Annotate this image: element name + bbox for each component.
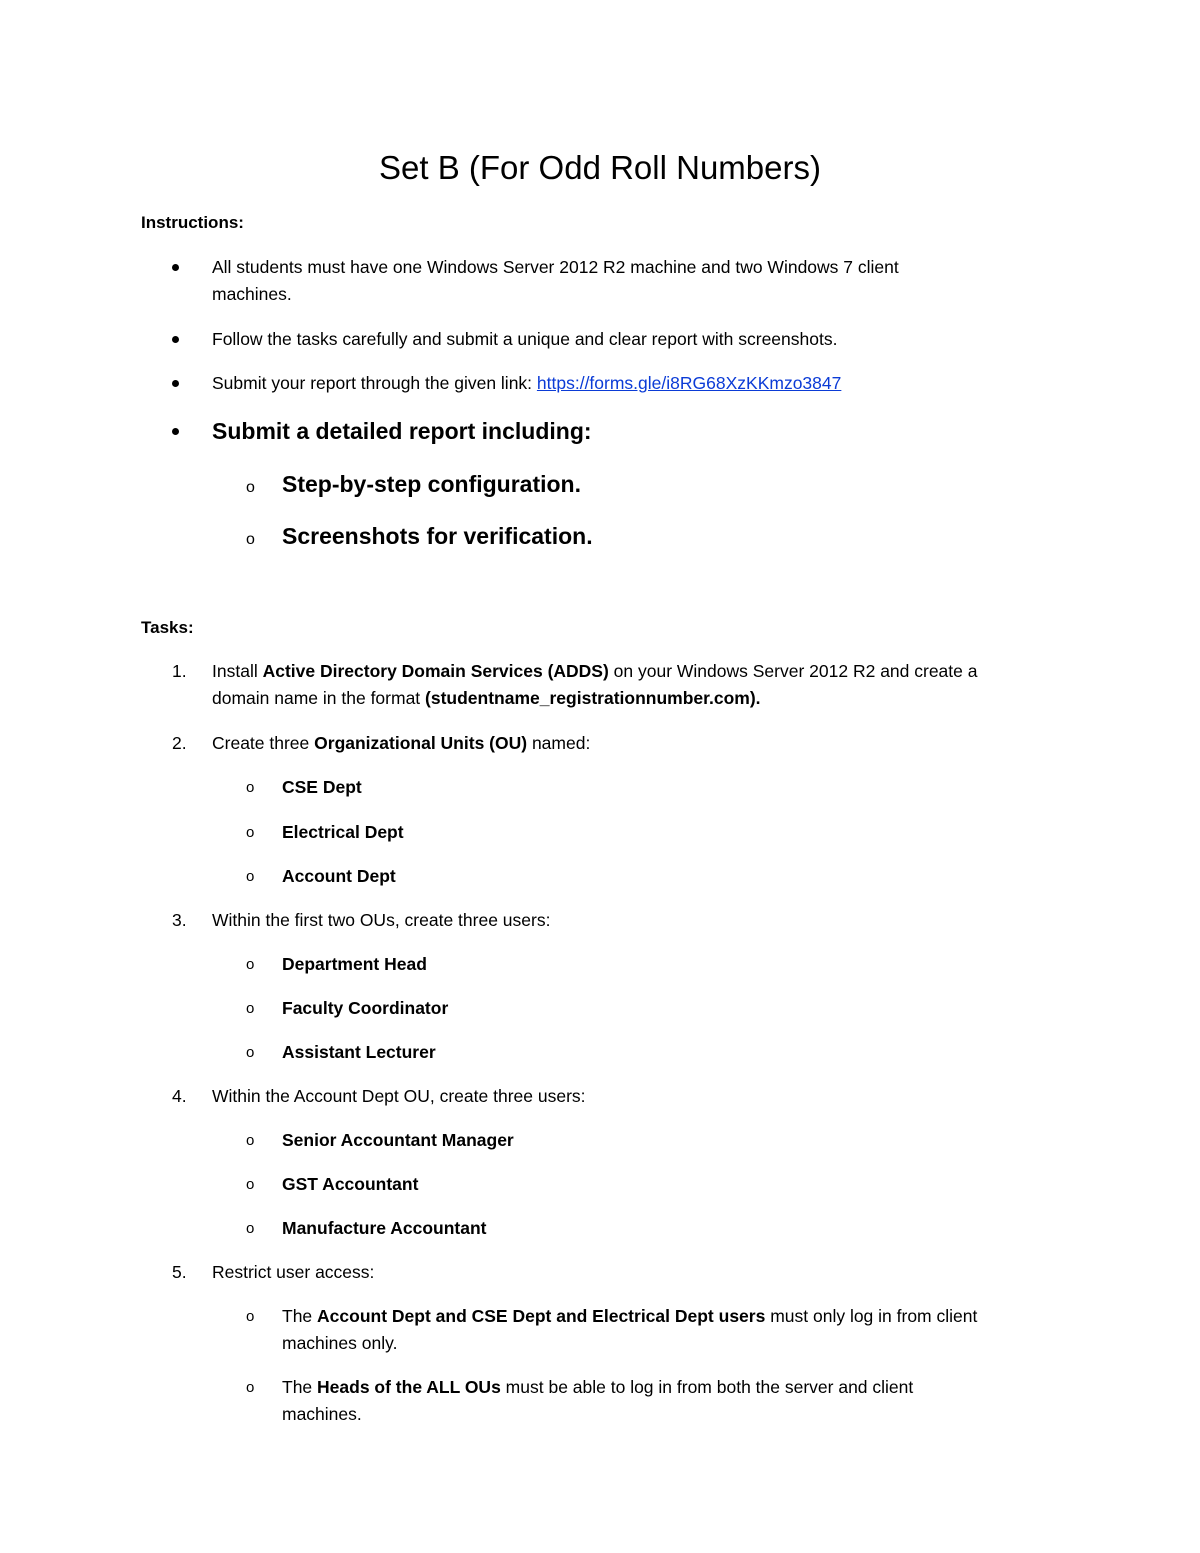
task-text: machines.: [282, 1404, 362, 1424]
user-name: Assistant Lecturer: [282, 1042, 436, 1062]
task-bold-text: Account Dept and CSE Dept and Electrical Dept users: [317, 1306, 766, 1326]
task-text: Within the Account Dept OU, create three users:: [212, 1086, 586, 1106]
task-text: machines only.: [282, 1333, 398, 1353]
ou-name: Account Dept: [282, 866, 396, 886]
task-bold-text: Heads of the ALL OUs: [317, 1377, 501, 1397]
circle-bullet-icon: o: [246, 1176, 255, 1193]
circle-bullet-icon: o: [246, 956, 255, 973]
task-text: domain name in the format: [212, 688, 426, 708]
tasks-heading: Tasks:: [141, 618, 194, 637]
circle-bullet-icon: o: [246, 531, 255, 548]
ou-name: Electrical Dept: [282, 822, 404, 842]
instruction-text: Follow the tasks carefully and submit a unique and clear report with screenshots.: [212, 329, 838, 349]
report-item: Screenshots for verification.: [282, 523, 593, 549]
task-number: 1.: [172, 661, 187, 681]
user-name: Faculty Coordinator: [282, 998, 449, 1018]
task-text: Create three: [212, 733, 315, 753]
user-name: Senior Accountant Manager: [282, 1130, 514, 1150]
ou-name: CSE Dept: [282, 777, 362, 797]
circle-bullet-icon: o: [246, 1132, 255, 1149]
task-number: 4.: [172, 1086, 187, 1106]
circle-bullet-icon: o: [246, 1379, 255, 1396]
instruction-text: All students must have one Windows Server 2012 R2 machine and two Windows 7 client: [212, 257, 899, 277]
task-number: 2.: [172, 733, 187, 753]
circle-bullet-icon: o: [246, 479, 255, 496]
task-text: on your Windows Server 2012 R2 and create a: [608, 661, 978, 681]
task-text: The: [282, 1377, 318, 1397]
circle-bullet-icon: o: [246, 1044, 255, 1061]
task-bold-text: Organizational Units (OU): [314, 733, 528, 753]
task-bold-text: Active Directory Domain Services (ADDS): [262, 661, 609, 681]
circle-bullet-icon: o: [246, 868, 255, 885]
task-text: Install: [212, 661, 263, 681]
user-name: GST Accountant: [282, 1174, 419, 1194]
task-text: must only log in from client: [765, 1306, 978, 1326]
user-name: Manufacture Accountant: [282, 1218, 487, 1238]
user-name: Department Head: [282, 954, 427, 974]
task-text: must be able to log in from both the server and client: [500, 1377, 914, 1397]
circle-bullet-icon: o: [246, 1220, 255, 1237]
task-text: named:: [527, 733, 591, 753]
task-text: Within the first two OUs, create three users:: [212, 910, 551, 930]
submission-link[interactable]: https://forms.gle/i8RG68XzKKmzo3847: [536, 373, 842, 393]
report-item: Step-by-step configuration.: [282, 471, 581, 497]
task-bold-text: (studentname_registrationnumber.com).: [425, 688, 761, 708]
task-text: The: [282, 1306, 318, 1326]
task-text: Restrict user access:: [212, 1262, 375, 1282]
task-number: 5.: [172, 1262, 187, 1282]
instructions-heading: Instructions:: [141, 213, 244, 232]
task-number: 3.: [172, 910, 187, 930]
instruction-text: Submit your report through the given link:: [212, 373, 537, 393]
circle-bullet-icon: o: [246, 779, 255, 796]
circle-bullet-icon: o: [246, 1308, 255, 1325]
circle-bullet-icon: o: [246, 1000, 255, 1017]
circle-bullet-icon: o: [246, 824, 255, 841]
instruction-text: machines.: [212, 284, 292, 304]
page-title: Set B (For Odd Roll Numbers): [379, 149, 821, 186]
report-heading: Submit a detailed report including:: [212, 418, 592, 444]
